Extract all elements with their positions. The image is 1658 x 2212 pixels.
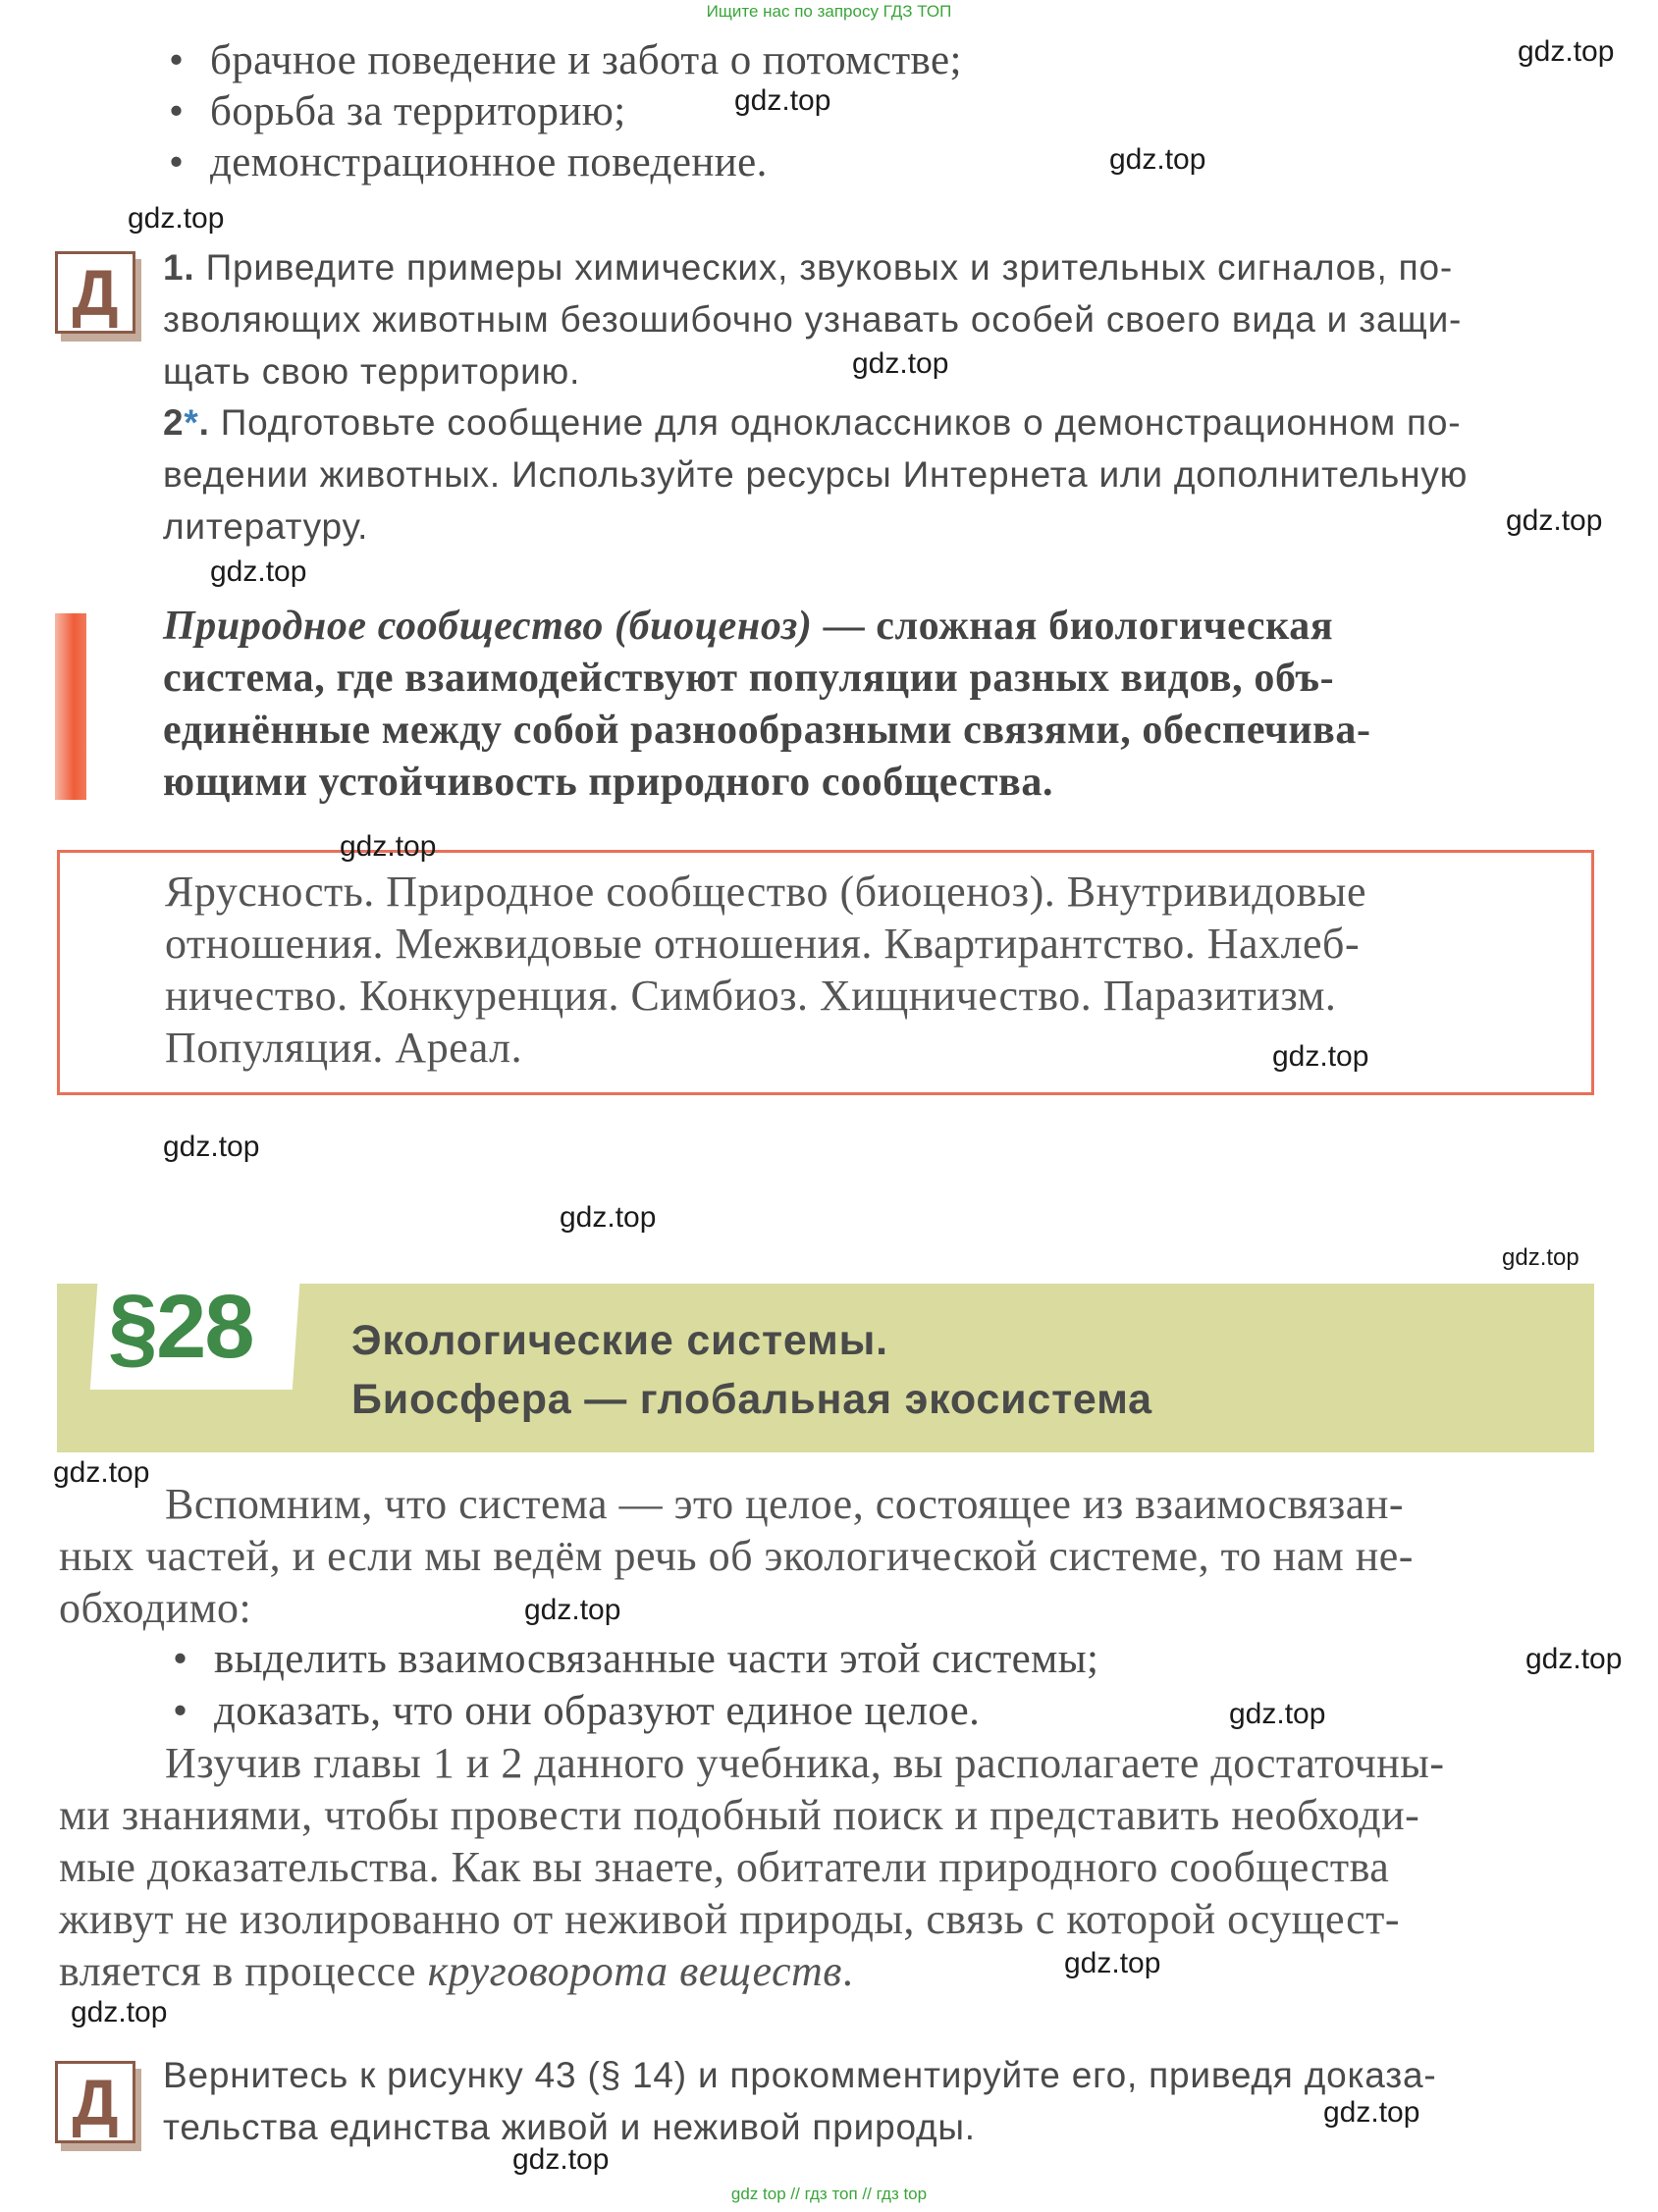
- emphasis-term: круговорота веществ: [427, 1947, 842, 1995]
- watermark: gdz.top: [524, 1594, 621, 1626]
- list-item: • выделить взаимосвязанные части этой системы;: [173, 1633, 1098, 1685]
- watermark: gdz.top: [53, 1456, 150, 1489]
- task-d-icon: Д: [55, 251, 135, 334]
- bullet-icon: •: [169, 88, 185, 134]
- list-item: • доказать, что они образуют единое целое.: [173, 1685, 1098, 1737]
- bullet-icon: •: [173, 1688, 188, 1734]
- list-item: • демонстрационное поведение.: [169, 137, 962, 188]
- bullet-icon: •: [169, 139, 185, 185]
- watermark: gdz.top: [210, 555, 307, 588]
- keywords-text: Ярусность. Природное сообщество (биоценоз). Внутривидовые отношения. Межвидовые отношения. Квартирантство. Нахлеб- ничество. Конкуренция. Симбиоз. Хищничество. Паразитизм. Популяция. Ареал.: [165, 868, 1366, 1072]
- question-number: 2*.: [163, 402, 210, 443]
- watermark: gdz.top: [1525, 1643, 1623, 1675]
- watermark: gdz.top: [71, 1996, 168, 2028]
- watermark: gdz.top: [1272, 1040, 1369, 1073]
- watermark: gdz.top: [1506, 504, 1603, 537]
- watermark: gdz.top: [852, 347, 949, 380]
- list-item: • брачное поведение и забота о потомстве;: [169, 35, 962, 86]
- section-title: Экологические системы. Биосфера — глобальная экосистема: [351, 1317, 1152, 1423]
- definition-term: Природное сообщество (биоценоз): [163, 604, 813, 649]
- bullet-icon: •: [173, 1636, 188, 1682]
- watermark: gdz.top: [1502, 1244, 1579, 1271]
- top-search-note: Ищите нас по запросу ГДЗ ТОП: [706, 2, 952, 21]
- body-paragraph: Изучив главы 1 и 2 данного учебника, вы располагаете достаточны- ми знаниями, чтобы провести подобный поиск и представить необходи- мые доказательства. Как вы знаете, обитатели природного сообщества живут не изолированно от неживой природы, связь с которой осущест- вляется в процессе круговорота веществ.: [59, 1739, 1445, 1995]
- question-number: 1.: [163, 247, 195, 288]
- definition-accent-bar: [55, 613, 86, 800]
- watermark: gdz.top: [163, 1131, 260, 1163]
- watermark: gdz.top: [340, 830, 437, 863]
- bullet-icon: •: [169, 37, 185, 83]
- watermark: gdz.top: [1323, 2096, 1420, 2129]
- task-question-2: 2*. Подготовьте сообщение для одноклассников о демонстрационном по- ведении животных. Используйте ресурсы Интернета или дополнительную литературу.: [163, 402, 1469, 547]
- top-bullet-list: [169, 35, 962, 188]
- watermark: gdz.top: [1229, 1698, 1326, 1730]
- watermark: gdz.top: [128, 202, 225, 235]
- watermark: gdz.top: [1109, 143, 1206, 176]
- definition-block: Природное сообщество (биоценоз) — сложная биологическая система, где взаимодействуют популяции разных видов, объ- единённые между собой разнообразными связями, обеспечива- ющими устойчивость природного сообщества.: [163, 604, 1371, 805]
- intro-bullet-list: [173, 1633, 1098, 1737]
- list-item: • борьба за территорию;: [169, 86, 962, 137]
- task-question-3: Вернитесь к рисунку 43 (§ 14) и прокомментируйте его, приведя доказа- тельства единства живой и неживой природы.: [163, 2055, 1437, 2147]
- section-number: §28: [108, 1277, 253, 1377]
- watermark: gdz.top: [560, 1201, 657, 1234]
- task-question-1: 1. Приведите примеры химических, звуковых и зрительных сигналов, по- зволяющих животным безошибочно узнавать особей своего вида и защи- щать свою территорию.: [163, 247, 1463, 392]
- watermark: gdz.top: [512, 2143, 610, 2176]
- intro-paragraph: Вспомним, что система — это целое, состоящее из взаимосвязан- ных частей, и если мы ведём речь об экологической системе, то нам не- обходимо:: [59, 1480, 1414, 1632]
- watermark: gdz.top: [1518, 35, 1615, 68]
- task-d-icon: Д: [55, 2061, 135, 2143]
- bottom-note: gdz top // гдз топ // гдз top: [730, 2185, 928, 2203]
- watermark: gdz.top: [734, 84, 831, 117]
- watermark: gdz.top: [1064, 1947, 1161, 1979]
